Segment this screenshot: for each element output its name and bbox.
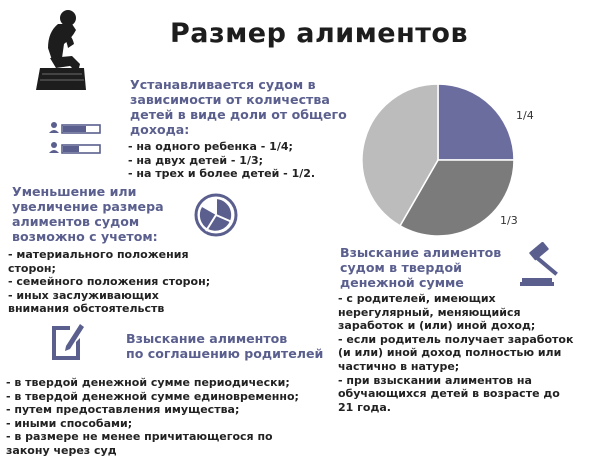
pie-label-third: 1/3 (500, 214, 518, 227)
heading-line: Устанавливается судом в (130, 77, 316, 92)
list-item: - иными способами; (6, 416, 133, 430)
heading-line: алиментов судом (12, 214, 140, 229)
pie-slice-1 (438, 84, 514, 160)
thinker-statue-icon (28, 8, 94, 90)
pie-chart-icon (192, 191, 240, 239)
list-item: - семейного положения сторон; (8, 275, 211, 289)
list-item: - в твердой денежной сумме периодически; (6, 376, 290, 389)
heading-line: Уменьшение или (12, 184, 137, 199)
heading-line: Взыскание алиментов (340, 245, 502, 260)
list-item: - материального положения (8, 248, 189, 261)
list-item: внимания обстоятельств (8, 302, 165, 316)
heading-line: зависимости от количества (130, 92, 330, 107)
list-item: - при взыскании алиментов на (338, 373, 532, 387)
people-bars-icon (46, 121, 102, 157)
list-item: сторон; (8, 261, 56, 275)
gavel-icon (518, 242, 574, 290)
list-item: - в твердой денежной сумме единовременно; (6, 389, 299, 403)
agreement-heading (126, 331, 323, 361)
court-share-list (128, 140, 315, 181)
agreement-list (6, 376, 299, 458)
heading-line: дохода: (130, 122, 190, 137)
reduction-list (8, 248, 210, 316)
heading-line: увеличение размера (12, 199, 164, 214)
list-item: нерегулярный, меняющийся (338, 305, 521, 319)
heading-line: Взыскание алиментов (126, 331, 288, 346)
pie-label-quarter: 1/4 (516, 109, 534, 122)
list-item: - на двух детей - 1/3; (128, 153, 264, 167)
share-pie-chart (358, 80, 518, 240)
list-item: обучающихся детей в возрасте до (338, 387, 560, 401)
court-share-heading (130, 77, 347, 137)
list-item: (и или) иной доход полностью или (338, 346, 562, 360)
list-item: закону через суд (6, 443, 117, 457)
list-item: - иных заслуживающих (8, 288, 159, 302)
list-item: - на трех и более детей - 1/2. (128, 167, 316, 181)
heading-line: денежной сумме (340, 275, 464, 290)
reduction-heading (12, 184, 164, 244)
page-title: Размер алиментов (170, 18, 469, 49)
list-item: частично в натуре; (338, 359, 460, 373)
list-item: - если родитель получает заработок (338, 332, 574, 346)
heading-line: возможно с учетом: (12, 229, 158, 244)
heading-line: детей в виде доли от общего (130, 107, 347, 122)
list-item: заработок и (или) иной доход; (338, 319, 536, 333)
list-item: - в размере не менее причитающегося по (6, 430, 273, 444)
document-pen-icon (46, 318, 86, 362)
list-item: 21 года. (338, 400, 391, 414)
heading-line: судом в твердой (340, 260, 463, 275)
list-item: - с родителей, имеющих (338, 292, 496, 305)
heading-line: по соглашению родителей (126, 346, 324, 361)
list-item: - путем предоставления имущества; (6, 403, 240, 417)
fixed-sum-heading (340, 245, 501, 290)
fixed-sum-list (338, 292, 573, 414)
list-item: - на одного ребенка - 1/4; (128, 140, 293, 153)
